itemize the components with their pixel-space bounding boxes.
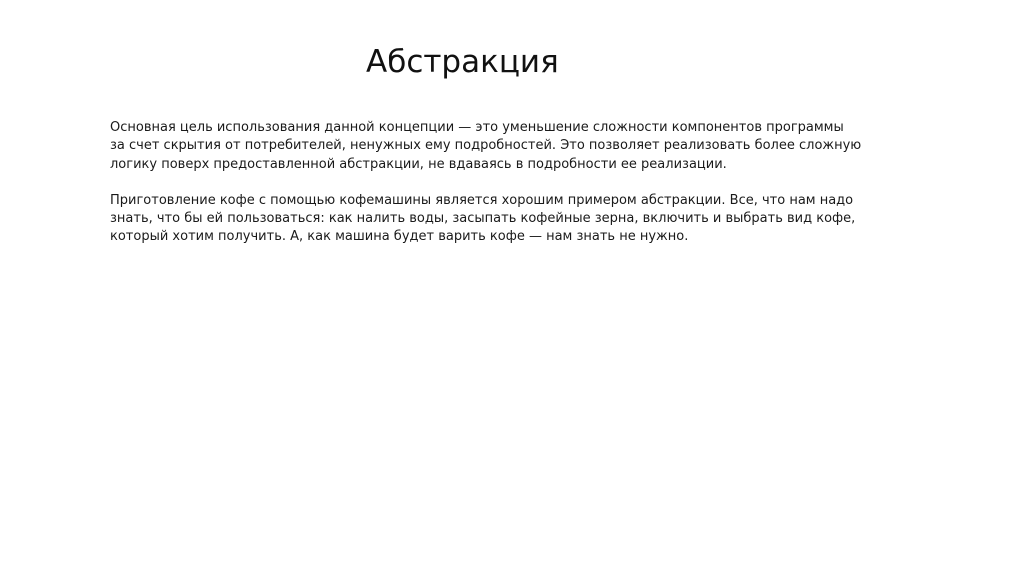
paragraph-definition: [110, 119, 900, 174]
paragraph-line: Приготовление кофе с помощью кофемашины является хорошим примером абстракции. Все, что нам надо: [110, 192, 854, 208]
paragraph-example: [110, 192, 900, 247]
paragraph-line: логику поверх предоставленной абстракции, не вдаваясь в подробности ее реализации.: [110, 156, 727, 172]
paragraph-line: Основная цель использования данной концепции — это уменьшение сложности компонентов программы: [110, 120, 844, 135]
slide-body: [110, 119, 900, 247]
paragraph-line: за счет скрытия от потребителей, ненужных ему подробностей. Это позволяет реализовать более сложную: [110, 138, 862, 154]
paragraph-line: знать, что бы ей пользоваться: как налить воды, засыпать кофейные зерна, включить и выбрать вид кофе,: [110, 211, 856, 227]
slide-title: Абстракция: [366, 44, 559, 80]
paragraph-line: который хотим получить. А, как машина будет варить кофе — нам знать не нужно.: [110, 229, 689, 245]
